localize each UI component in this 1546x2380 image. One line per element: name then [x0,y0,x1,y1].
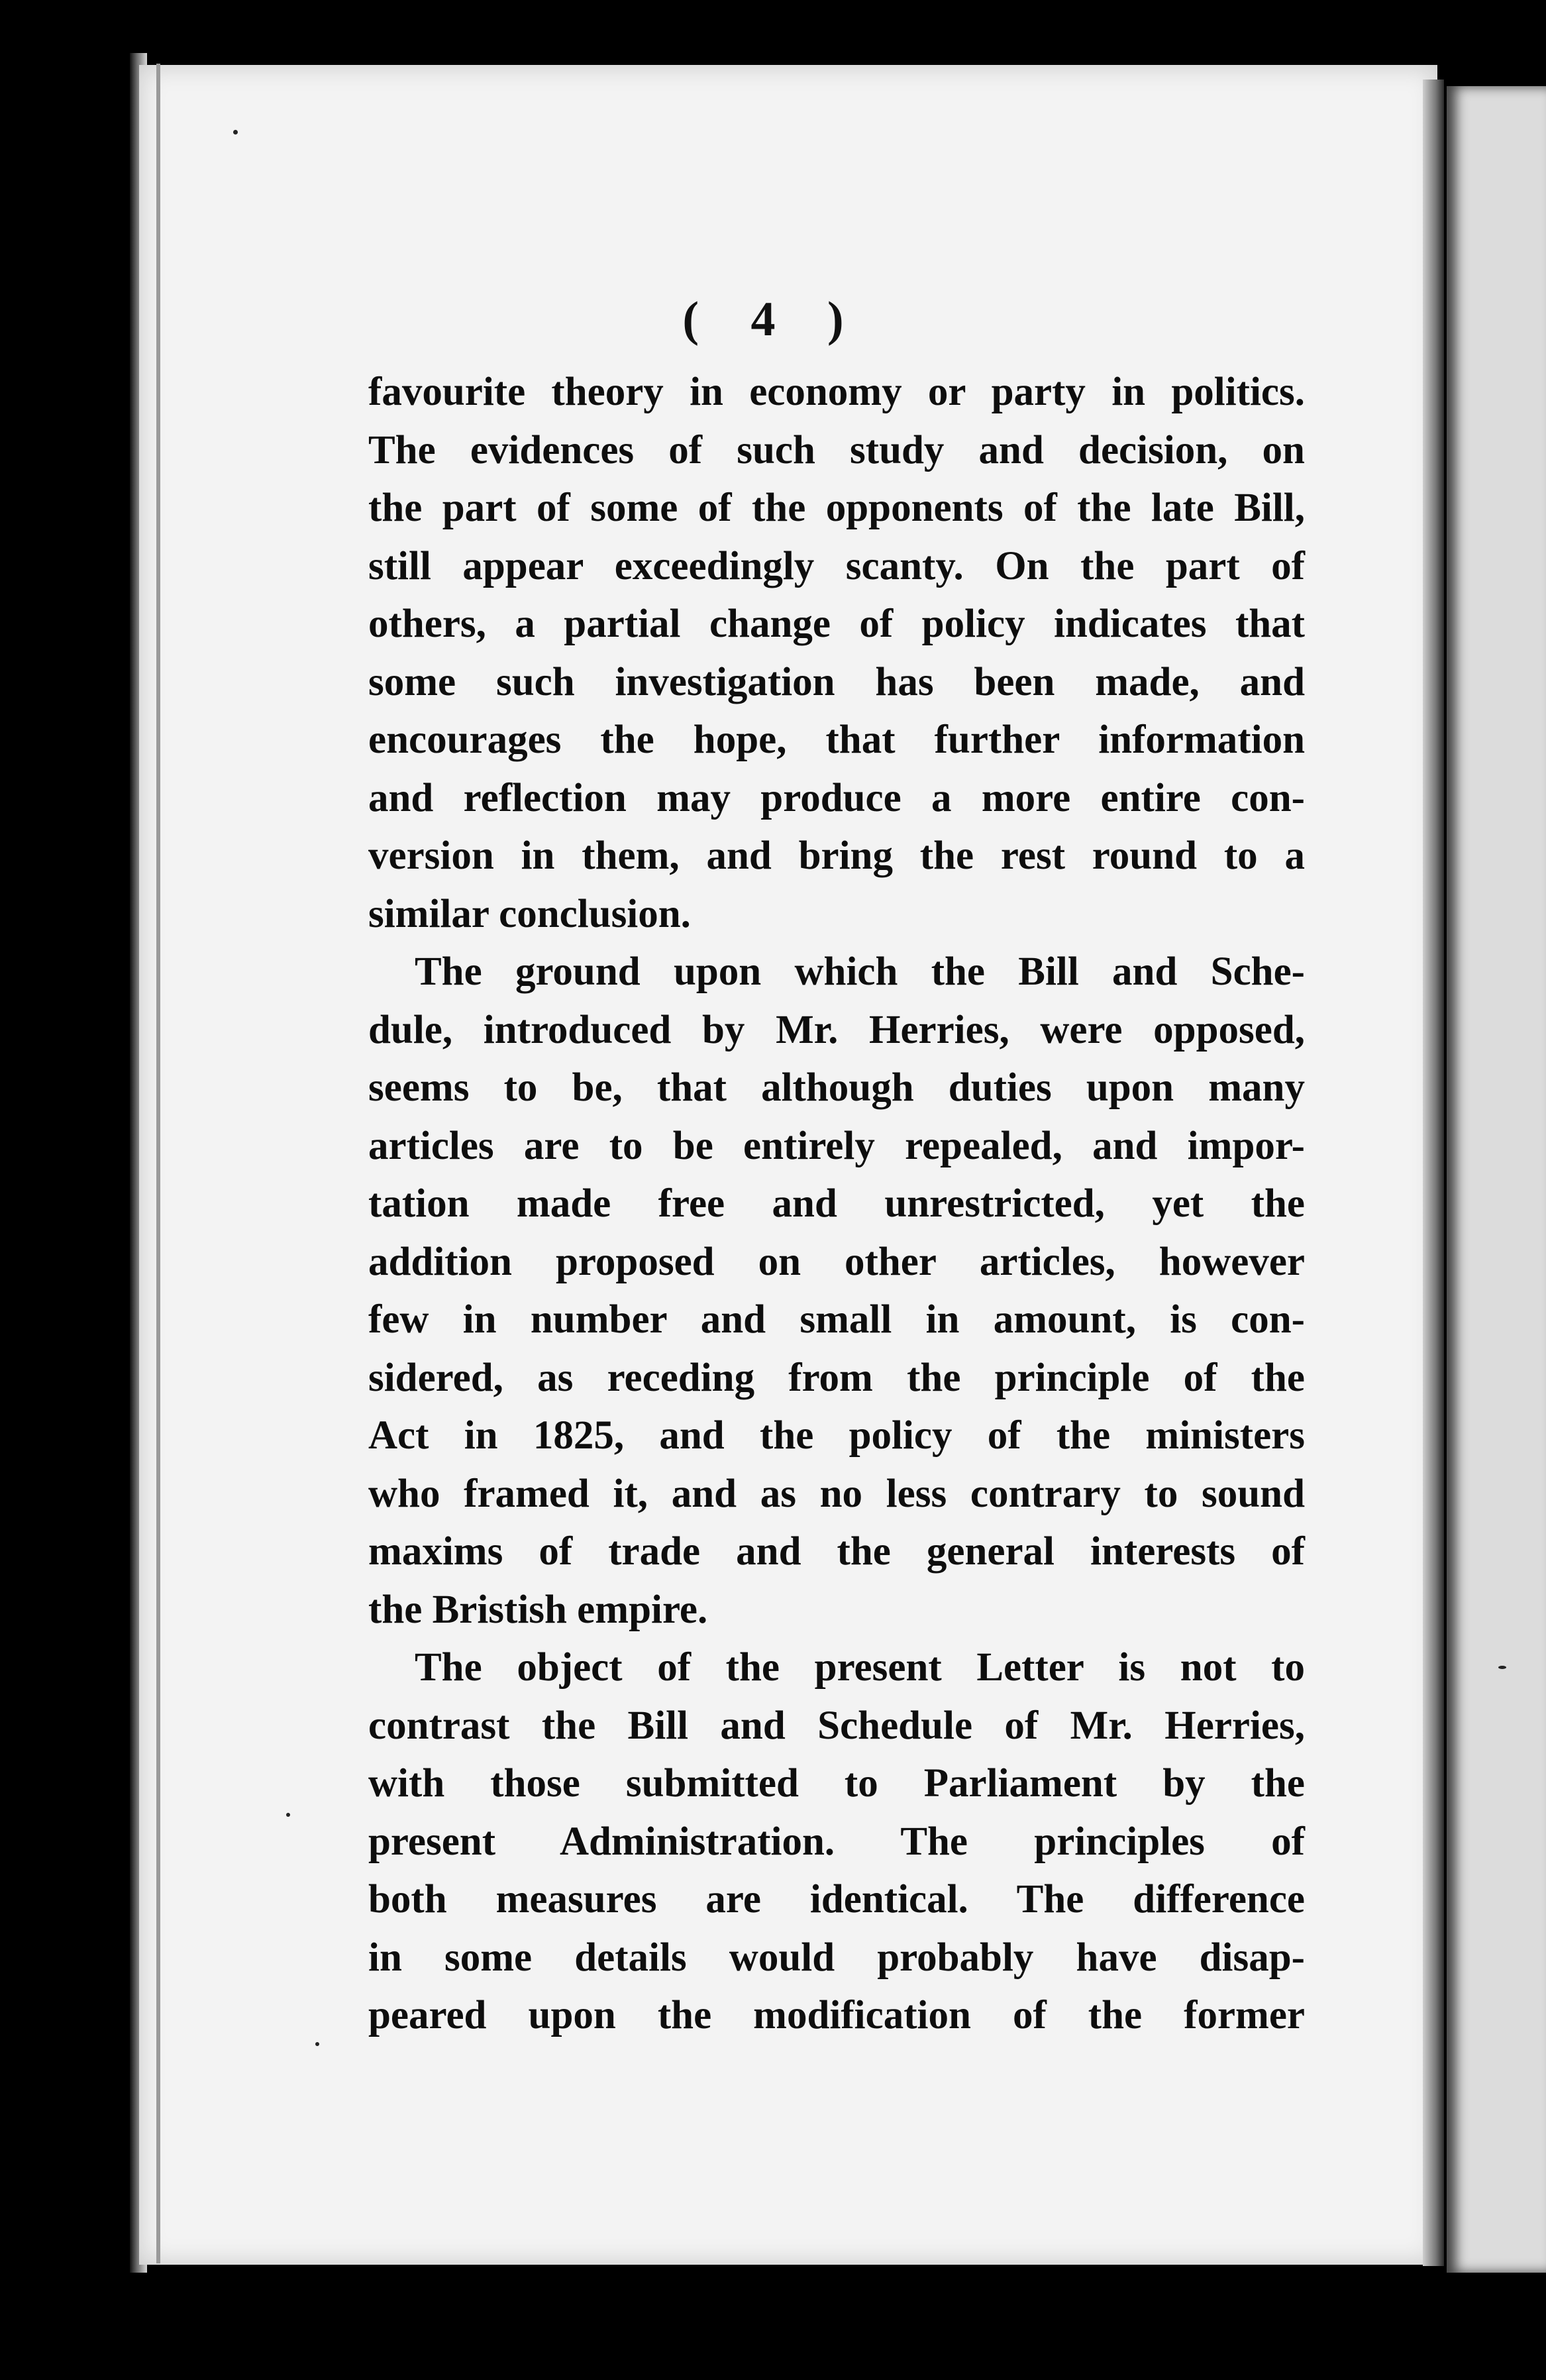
text-line: still appear exceedingly scanty. On the part of [368,543,1305,588]
paragraph [368,943,1305,1639]
text-line: dule, introduced by Mr. Herries, were opposed, [368,1007,1305,1052]
text-line: the part of some of the opponents of the late Bill, [368,486,1305,530]
next-leaf [1447,86,1546,2273]
body-text [368,363,1305,2045]
text-line: with those submitted to Parliament by the [368,1761,1305,1806]
text-line: The object of the present Letter is not to [415,1645,1305,1690]
text-line: sidered, as receding from the principle of the [368,1355,1305,1400]
paragraph [368,1639,1305,2045]
text-line: some such investigation has been made, and [368,659,1305,704]
text-line: seems to be, that although duties upon many [368,1065,1305,1110]
scan-speck [1498,1666,1506,1669]
text-line: in some details would probably have disap- [368,1935,1305,1980]
text-line: The ground upon which the Bill and Sche- [415,949,1305,994]
text-line: both measures are identical. The difference [368,1877,1305,1921]
scan-speck [286,1813,290,1817]
page-fold-line [156,64,160,2263]
text-line: The evidences of such study and decision, on [368,427,1305,472]
text-line: and reflection may produce a more entire con- [368,775,1305,820]
text-line: Act in 1825, and the policy of the ministers [368,1413,1305,1458]
text-line: present Administration. The principles of [368,1819,1305,1864]
scan-speck [233,130,238,135]
page-number: ( 4 ) [682,292,864,347]
text-line: addition proposed on other articles, however [368,1239,1305,1284]
text-line: who framed it, and as no less contrary to sound [368,1471,1305,1516]
text-line: favourite theory in economy or party in politics. [368,370,1305,414]
text-line: version in them, and bring the rest round to a [368,834,1305,878]
text-line: others, a partial change of policy indicates that [368,602,1305,646]
text-line: contrast the Bill and Schedule of Mr. Herries, [368,1703,1305,1748]
text-line: few in number and small in amount, is con- [368,1297,1305,1342]
text-line: articles are to be entirely repealed, and impor- [368,1123,1305,1168]
scan-speck [315,2042,319,2046]
paragraph [368,363,1305,943]
text-line: similar conclusion. [368,891,691,936]
text-line: the Bristish empire. [368,1587,708,1632]
text-line: maxims of trade and the general interests of [368,1529,1305,1574]
text-line: tation made free and unrestricted, yet the [368,1181,1305,1226]
text-line: encourages the hope, that further information [368,718,1305,762]
page-edge-right [1423,80,1444,2266]
text-line: peared upon the modification of the former [368,1993,1305,2037]
